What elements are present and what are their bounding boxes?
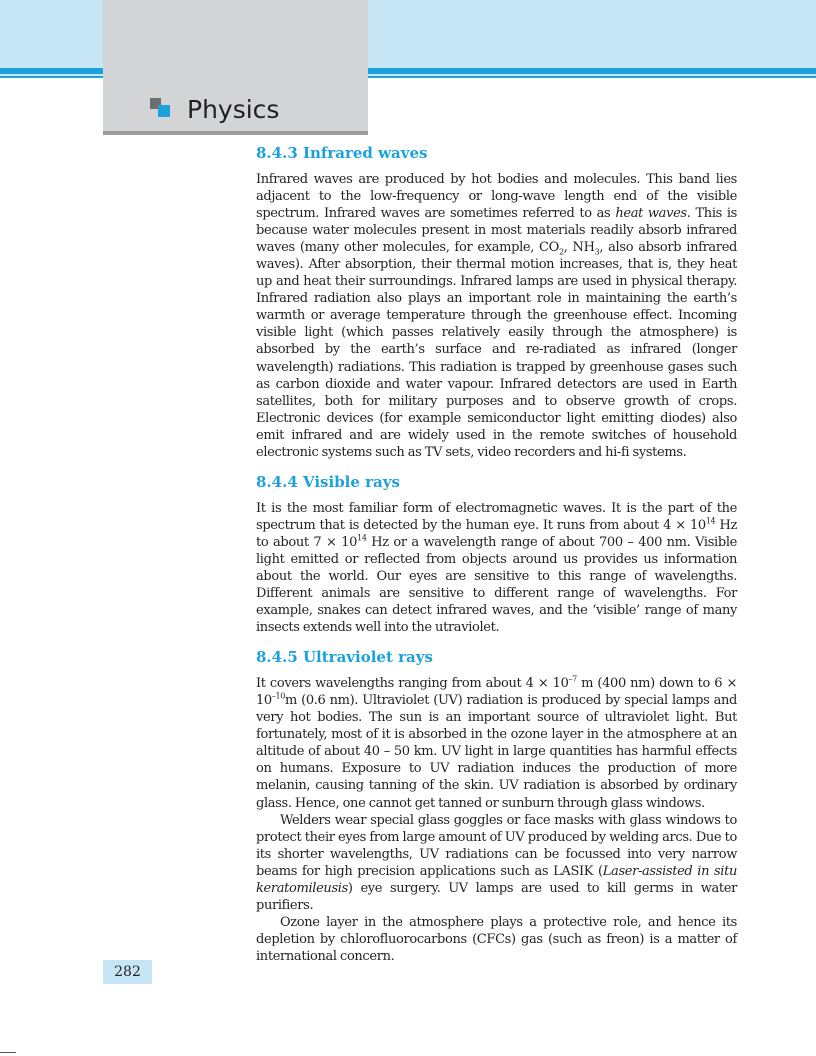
paragraph-infrared: Infrared waves are produced by hot bodies and molecules. This band lies adjacent to the low-frequency or long-wave length end of the visible spectrum. Infrared waves are sometimes referred to as heat waves. This is because water molecules present in most materials readily absorb infrared waves (many other molecules, for example, $CO_2$, $NH_3$, also absorb infrared waves). After absorption, their thermal motion increases, that is, they heat up and heat their surroundings. Infrared lamps are used in physical therapy. Infrared radiation also plays an important role in maintaining the earth’s warmth or average temperature through the greenhouse effect. Incoming visible light (which passes relatively easily through the atmosphere) is absorbed by the earth’s surface and re-radiated as infrared (longer wavelength) radiations. This radiation is trapped by greenhouse gases such as carbon dioxide and water vapour. Infrared detectors are used in Earth satellites, both for military purposes and to observe growth of crops. Electronic devices (for example semiconductor light emitting diodes) also emit infrared and are widely used in the remote switches of household electronic systems such as TV sets, video recorders and hi-fi systems. xyxy=(256,172,738,460)
paragraph-ultraviolet-1: It covers wavelengths ranging from about $4 \times 10^{-7}$ m (400 nm) down to $6 \times 10^{-10}m$ (0.6 nm). Ultraviolet (UV) radiation is produced by special lamps and very hot bodies. The sun is an important source of ultraviolet light. But fortunately, most of it is absorbed in the ozone layer in the atmosphere at an altitude of about 40 – 50 km. UV light in large quantities has harmful effects on humans. Exposure to UV radiation induces the production of more melanin, causing tanning of the skin. UV radiation is absorbed by ordinary glass. Hence, one cannot get tanned or sunburn through glass windows. xyxy=(256,674,737,811)
crop-mark xyxy=(0,1052,16,1053)
section-heading-infrared: 8.4.3 Infrared waves xyxy=(256,144,428,162)
section-heading-visible: 8.4.4 Visible rays xyxy=(256,472,400,491)
blue-square-icon xyxy=(158,105,170,117)
paragraph-ultraviolet-3: Ozone layer in the atmosphere plays a protective role, and hence its depletion by chlorofluorocarbons (CFCs) gas (such as freon) is a matter of international concern. xyxy=(256,914,737,964)
chapter-title: Physics xyxy=(187,95,280,124)
paragraph-ultraviolet-2: Welders wear special glass goggles or face masks with glass windows to protect their eyes from large amount of UV produced by welding arcs. Due to its shorter wavelengths, UV radiations can be focussed into very narrow beams for high precision applications such as LASIK (Laser-assisted in situ keratomileusis) eye surgery. UV lamps are used to kill germs in water purifiers. xyxy=(256,812,737,913)
chapter-tab-rule xyxy=(103,131,368,135)
page-content xyxy=(256,143,737,965)
page-number-box xyxy=(103,960,152,984)
section-heading-ultraviolet: 8.4.5 Ultraviolet rays xyxy=(256,648,433,667)
page-number: 282 xyxy=(114,964,141,980)
paragraph-visible: It is the most familiar form of electromagnetic waves. It is the part of the spectrum that is detected by the human eye. It runs from about $4 \times 10^{14}$ Hz to about $7 \times 10^{14}$ Hz or a wavelength range of about 700 – 400 nm. Visible light emitted or reflected from objects around us provides us information about the world. Our eyes are sensitive to this range of wavelengths. Different animals are sensitive to different range of wavelengths. For example, snakes can detect infrared waves, and the ‘visible’ range of many insects extends well into the utraviolet. xyxy=(256,500,737,636)
